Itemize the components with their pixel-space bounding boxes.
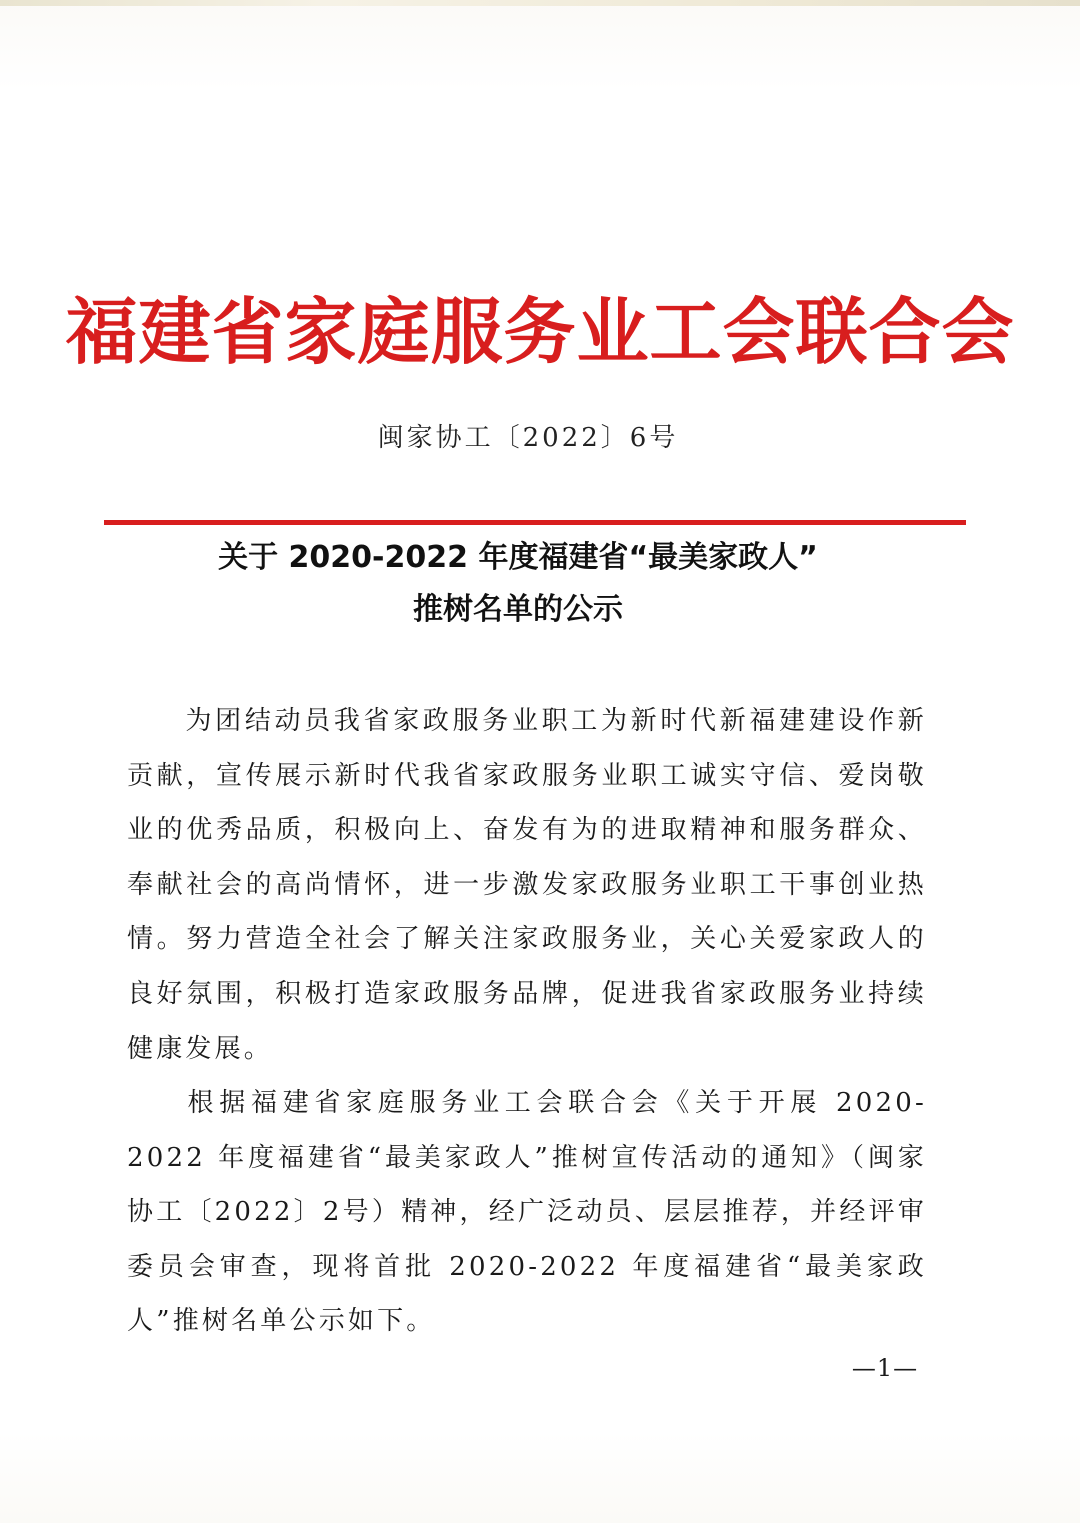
notice-title-line-1: 关于 2020-2022 年度福建省“最美家政人” — [218, 540, 818, 575]
org-header-title: 福建省家庭服务业工会联合会 — [65, 289, 1015, 374]
body-paragraph-2 — [127, 1076, 927, 1349]
document-number: 闽家协工〔2022〕6号 — [377, 423, 679, 453]
body-paragraph-1 — [127, 694, 927, 1076]
red-divider-line — [104, 520, 966, 525]
page-top-edge — [0, 0, 1080, 6]
notice-title-line-2: 推树名单的公示 — [413, 592, 623, 627]
page-number: —1— — [851, 1354, 919, 1382]
body-paragraph-1-text: 为团结动员我省家政服务业职工为新时代新福建建设作新贡献，宣传展示新时代我省家政服务业职工诚实守信、爱岗敬业的优秀品质，积极向上、奋发有为的进取精神和服务群众、奉献社会的高尚情怀，进一步激发家政服务业职工干事创业热情。努力营造全社会了解关注家政服务业，关心关爱家政人的良好氛围，积极打造家政服务品牌，促进我省家政服务业持续健康发展。 — [127, 706, 927, 1064]
body-paragraph-2-text: 根据福建省家庭服务业工会联合会《关于开展 2020-2022 年度福建省“最美家政人”推树宣传活动的通知》（闽家协工〔2022〕2号）精神，经广泛动员、层层推荐，并经评审委员会审查，现将首批 2020-2022 年度福建省“最美家政人”推树名单公示如下。 — [127, 1088, 927, 1337]
